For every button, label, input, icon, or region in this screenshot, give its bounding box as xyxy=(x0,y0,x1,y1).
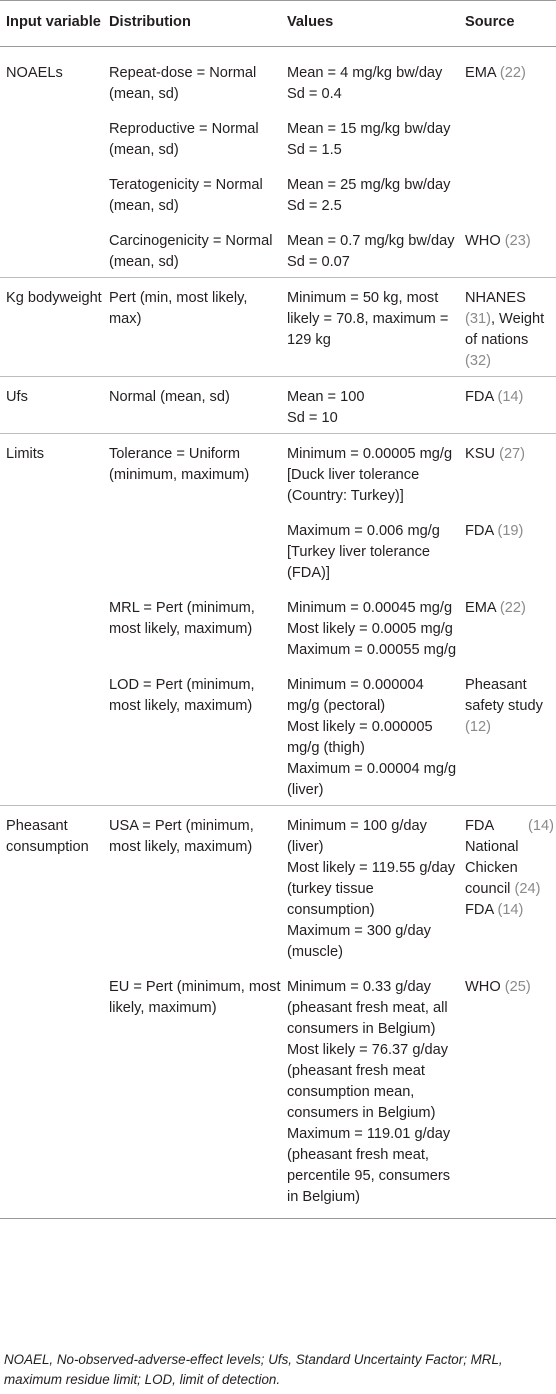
value-line: Most likely = 0.000005 mg/g (thigh) xyxy=(287,719,433,756)
table-row xyxy=(0,806,556,968)
reference-link[interactable]: (12) xyxy=(465,719,491,735)
header-row xyxy=(0,1,556,47)
table-row xyxy=(0,665,556,806)
table-header xyxy=(0,1,556,47)
table-row xyxy=(0,511,556,588)
source-line xyxy=(465,816,556,837)
cell-distribution: Tolerance = Uniform (minimum, maximum) xyxy=(109,446,250,483)
cell-values xyxy=(281,377,459,434)
header-distribution: Distribution xyxy=(109,14,191,30)
source-text: WHO xyxy=(465,979,501,995)
value-line: Sd = 10 xyxy=(287,410,338,426)
reference-link[interactable]: (27) xyxy=(499,446,526,462)
value-line: Sd = 1.5 xyxy=(287,142,342,158)
cell-source xyxy=(459,434,556,512)
value-line: Maximum = 0.00055 mg/g xyxy=(287,642,457,658)
cell-distribution: Teratogenicity = Normal (mean, sd) xyxy=(109,177,263,214)
cell-input: Kg bodyweight xyxy=(6,290,102,306)
table-body xyxy=(0,47,556,1219)
cell-input xyxy=(0,109,103,165)
table-row xyxy=(0,377,556,434)
source-text: FDA xyxy=(465,818,495,834)
value-line: Maximum = 0.00004 mg/g (liver) xyxy=(287,761,457,798)
reference-link[interactable]: (19) xyxy=(497,523,524,539)
cell-input xyxy=(0,588,103,665)
table-row xyxy=(0,588,556,665)
cell-values xyxy=(281,806,459,968)
value-line: Minimum = 100 g/day (liver) xyxy=(287,818,427,855)
cell-input xyxy=(0,221,103,278)
cell-distribution: MRL = Pert (minimum, most likely, maximum) xyxy=(109,600,255,637)
value-line: Sd = 0.07 xyxy=(287,254,350,270)
value-line: Minimum = 0.000004 mg/g (pectoral) xyxy=(287,677,424,714)
cell-values xyxy=(281,109,459,165)
value-line: Mean = 4 mg/kg bw/day xyxy=(287,65,443,81)
cell-distribution: Carcinogenicity = Normal (mean, sd) xyxy=(109,233,273,270)
cell-input xyxy=(0,967,103,1219)
reference-link[interactable]: (22) xyxy=(499,65,526,81)
reference-link[interactable]: (14) xyxy=(497,902,524,918)
cell-values xyxy=(281,665,459,806)
reference-link[interactable]: (31) xyxy=(465,311,491,327)
table-row xyxy=(0,278,556,377)
table-row xyxy=(0,109,556,165)
cell-source xyxy=(459,377,556,434)
source-line xyxy=(465,837,556,900)
value-line: Maximum = 0.006 mg/g [Turkey liver tolerance (FDA)] xyxy=(287,523,440,581)
cell-input: Ufs xyxy=(6,389,28,405)
cell-source xyxy=(459,109,556,165)
cell-source xyxy=(459,806,556,968)
table-row xyxy=(0,165,556,221)
cell-distribution: LOD = Pert (minimum, most likely, maximum) xyxy=(109,677,255,714)
source-text: National Chicken council xyxy=(465,839,519,897)
table-row xyxy=(0,434,556,512)
value-line: Mean = 0.7 mg/kg bw/day xyxy=(287,233,455,249)
cell-source xyxy=(459,665,556,806)
cell-distribution xyxy=(103,511,281,588)
cell-distribution: EU = Pert (minimum, most likely, maximum) xyxy=(109,979,281,1016)
cell-distribution: Normal (mean, sd) xyxy=(109,389,230,405)
reference-link[interactable]: (23) xyxy=(504,233,531,249)
table-row xyxy=(0,221,556,278)
reference-link[interactable]: (24) xyxy=(514,881,541,897)
source-text: FDA xyxy=(465,389,494,405)
reference-link[interactable]: (14) xyxy=(528,818,554,834)
cell-input: Pheasant consumption xyxy=(6,818,89,855)
cell-distribution: Pert (min, most likely, max) xyxy=(109,290,248,327)
value-line: Maximum = 300 g/day (muscle) xyxy=(287,923,431,960)
cell-source xyxy=(459,967,556,1219)
cell-values xyxy=(281,47,459,110)
source-text: FDA xyxy=(465,902,494,918)
value-line: Sd = 2.5 xyxy=(287,198,342,214)
table-row xyxy=(0,967,556,1219)
header-values: Values xyxy=(287,14,334,30)
cell-source xyxy=(459,221,556,278)
value-line: Mean = 15 mg/kg bw/day xyxy=(287,121,451,137)
source-text: WHO xyxy=(465,233,501,249)
cell-values xyxy=(281,221,459,278)
value-line: Minimum = 0.00045 mg/g xyxy=(287,600,453,616)
source-text: , Weight of nations xyxy=(465,311,545,348)
cell-distribution: Repeat-dose = Normal (mean, sd) xyxy=(109,65,257,102)
cell-input xyxy=(0,665,103,806)
value-line: Mean = 100 xyxy=(287,389,365,405)
value-line: Sd = 0.4 xyxy=(287,86,342,102)
source-text: FDA xyxy=(465,523,494,539)
cell-values xyxy=(281,511,459,588)
value-line: Minimum = 50 kg, most likely = 70.8, maximum = 129 kg xyxy=(287,290,449,348)
reference-link[interactable]: (22) xyxy=(499,600,526,616)
value-line: Most likely = 0.0005 mg/g xyxy=(287,621,453,637)
reference-link[interactable]: (25) xyxy=(504,979,531,995)
cell-source xyxy=(459,588,556,665)
cell-distribution: USA = Pert (minimum, most likely, maximum) xyxy=(109,818,254,855)
value-line: Minimum = 0.00005 mg/g [Duck liver tolerance (Country: Turkey)] xyxy=(287,446,453,504)
source-text: EMA xyxy=(465,600,496,616)
source-text: Pheasant safety study xyxy=(465,677,543,714)
cell-source xyxy=(459,165,556,221)
cell-input: Limits xyxy=(6,446,45,462)
source-text: KSU xyxy=(465,446,496,462)
value-line: Minimum = 0.33 g/day (pheasant fresh meat, all consumers in Belgium) xyxy=(287,979,448,1037)
cell-input: NOAELs xyxy=(6,65,63,81)
table-row xyxy=(0,47,556,110)
value-line: Mean = 25 mg/kg bw/day xyxy=(287,177,451,193)
source-line xyxy=(465,900,556,921)
reference-link[interactable]: (14) xyxy=(497,389,524,405)
cell-input xyxy=(0,165,103,221)
cell-values xyxy=(281,434,459,512)
value-line: Most likely = 76.37 g/day (pheasant fresh meat consumption mean, consumers in Belgium) xyxy=(287,1042,449,1121)
reference-link[interactable]: (32) xyxy=(465,353,491,369)
source-text: EMA xyxy=(465,65,496,81)
cell-values xyxy=(281,967,459,1219)
cell-values xyxy=(281,278,459,377)
value-line: Maximum = 119.01 g/day (pheasant fresh meat, percentile 95, consumers in Belgium) xyxy=(287,1126,451,1205)
cell-source xyxy=(459,511,556,588)
source-text: NHANES xyxy=(465,290,526,306)
cell-input xyxy=(0,511,103,588)
header-input-variable: Input variable xyxy=(6,14,101,30)
header-source: Source xyxy=(465,14,515,30)
cell-distribution: Reproductive = Normal (mean, sd) xyxy=(109,121,259,158)
cell-source xyxy=(459,47,556,110)
cell-values xyxy=(281,588,459,665)
value-line: Most likely = 119.55 g/day (turkey tissue consumption) xyxy=(287,860,456,918)
cell-source xyxy=(459,278,556,377)
cell-values xyxy=(281,165,459,221)
table-footnote: NOAEL, No-observed-adverse-effect levels; Ufs, Standard Uncertainty Factor; MRL, maximum residue limit; LOD, limit of detection. xyxy=(4,1352,503,1387)
